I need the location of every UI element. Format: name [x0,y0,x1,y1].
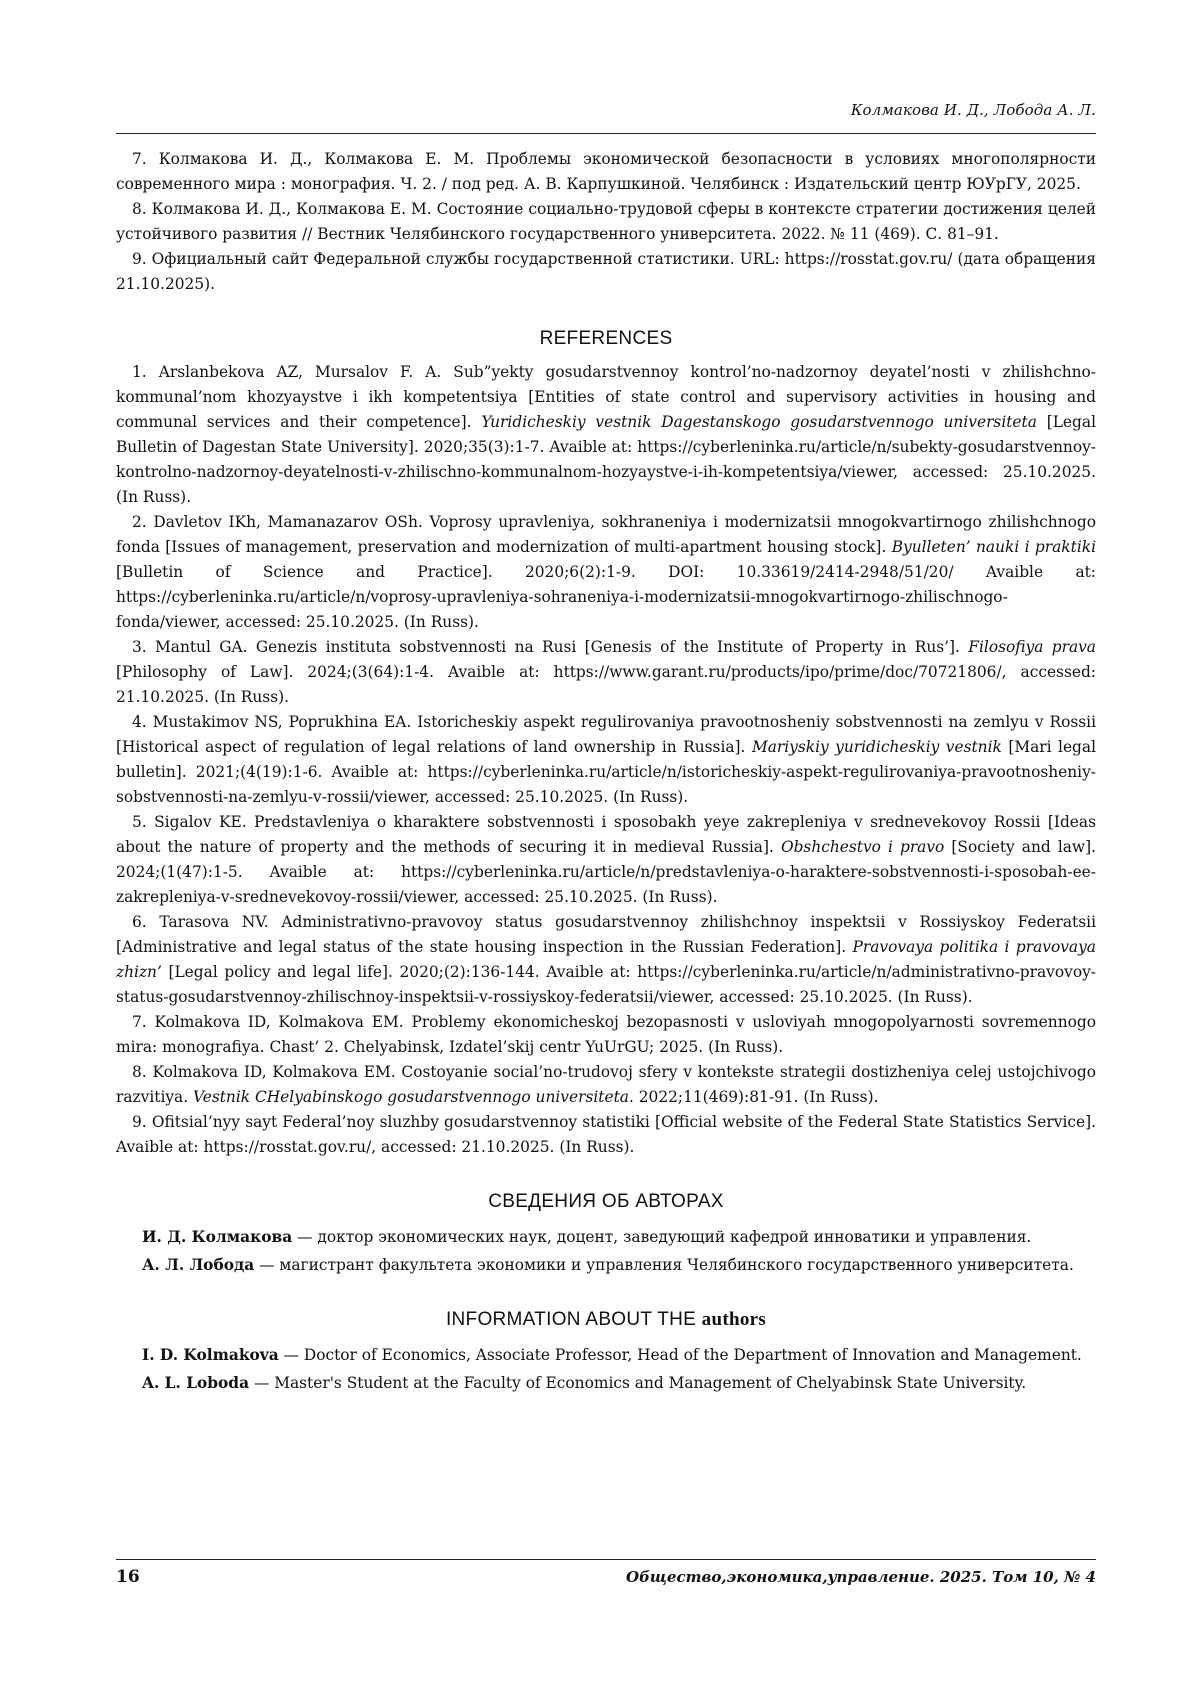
author-ru-2: А. Л. Лобода — магистрант факультета экономики и управления Челябинского государственного университета. [142,1256,1074,1274]
authors-ru-title: СВЕДЕНИЯ ОБ АВТОРАХ [488,1191,724,1212]
author-en-2: A. L. Loboda — Master's Student at the Faculty of Economics and Management of Chelyabinsk State University. [142,1374,1027,1392]
running-head: Колмакова И. Д., Лобода А. Л. [850,101,1096,119]
references-title: REFERENCES [539,328,673,349]
reference-en-8: 8. Kolmakova ID, Kolmakova EM. Costoyanie social’no-trudovoj sfery v kontekste strategii dostizheniya celej ustojchivogo razvitiya. Vestnik CHelyabinskogo gosudarstvennogo universiteta. 2022;11(469):81-91. (In Russ). [116,1063,1096,1106]
reference-en-2: 2. Davletov IKh, Mamanazarov OSh. Voprosy upravleniya, sokhraneniya i modernizatsii mnogokvartirnogo zhilishchnogo fonda [Issues of management, preservation and modernization of multi-apartment housing stock]. Byulleten’ nauki i praktiki [Bulletin of Science and Practice]. 2020;6(2):1-9. DOI: 10.33619/2414-2948/51/20/ Avaible at: https://cyberleninka.ru/article/n/voprosy-upravleniya-sohraneniya-i-modernizatsii-mnogokvartirnogo-zhilischnogo-fonda/viewer, accessed: 25.10.2025. (In Russ). [116,513,1096,631]
header-rule [116,133,1096,134]
reference-en-1: 1. Arslanbekova AZ, Mursalov F. A. Sub”yekty gosudarstvennoy kontrol’no-nadzornoy deyatel’nosti v zhilishchno-kommunal’nom khozyaystve i ikh kompetentsiya [Entities of state control and supervisory activities in housing and communal services and their competence]. Yuridicheskiy vestnik Dagestanskogo gosudarstvennogo universiteta [Legal Bulletin of Dagestan State University]. 2020;35(3):1-7. Avaible at: https://cyberleninka.ru/article/n/subekty-gosudarstvennoy-kontrolno-nadzornoy-deyatelnosti-v-zhilischno-kommunalnom-hozyaystve-i-ih-kompetentsiya/viewer, accessed: 25.10.2025. (In Russ). [116,363,1096,506]
reference-en-7: 7. Kolmakova ID, Kolmakova EM. Problemy ekonomicheskoj bezopasnosti v usloviyah mnogopolyarnosti sovremennogo mira: monografiya. Chast’ 2. Chelyabinsk, Izdatel’skij centr YuUrGU; 2025. (In Russ). [116,1013,1096,1056]
footer-rule [116,1559,1096,1560]
author-en-1: I. D. Kolmakova — Doctor of Economics, Associate Professor, Head of the Department of Innovation and Management. [142,1346,1082,1364]
reference-en-6: 6. Tarasova NV. Administrativno-pravovoy status gosudarstvennoy zhilishchnoy inspektsii v Rossiyskoy Federatsii [Administrative and legal status of the state housing inspection in the Russian Federation]. Pravovaya politika i pravovaya zhizn’ [Legal policy and legal life]. 2020;(2):136-144. Avaible at: https://cyberleninka.ru/article/n/administrativno-pravovoy-status-gosudarstvennoy-zhilischnoy-inspektsii-v-rossiyskoy-federatsii/viewer, accessed: 25.10.2025. (In Russ). [116,913,1096,1006]
reference-en-4: 4. Mustakimov NS, Poprukhina EA. Istoricheskiy aspekt regulirovaniya pravootnosheniy sobstvennosti na zemlyu v Rossii [Historical aspect of regulation of legal relations of land ownership in Russia]. Mariyskiy yuridicheskiy vestnik [Mari legal bulletin]. 2021;(4(19):1-6. Avaible at: https://cyberleninka.ru/article/n/istoricheskiy-aspekt-regulirovaniya-pravootnosheniy-sobstvennosti-na-zemlyu-v-rossii/viewer, accessed: 25.10.2025. (In Russ). [116,713,1097,806]
reference-ru-8: 8. Колмакова И. Д., Колмакова Е. М. Состояние социально-трудовой сферы в контексте стратегии достижения целей устойчивого развития // Вестник Челябинского государственного университета. 2022. № 11 (469). С. 81–91. [116,200,1096,243]
authors-en-title: INFORMATION ABOUT THE authors [445,1309,767,1330]
reference-en-9: 9. Ofitsial’nyy sayt Federal’noy sluzhby gosudarstvennoy statistiki [Official website of the Federal State Statistics Service]. Avaible at: https://rosstat.gov.ru/, accessed: 21.10.2025. (In Russ). [116,1113,1096,1156]
reference-ru-7: 7. Колмакова И. Д., Колмакова Е. М. Проблемы экономической безопасности в условиях многополярности современного мира : монография. Ч. 2. / под ред. А. В. Карпушкиной. Челябинск : Издательский центр ЮУрГУ, 2025. [116,150,1096,193]
reference-ru-9: 9. Официальный сайт Федеральной службы государственной статистики. URL: https://rosstat.gov.ru/ (дата обращения 21.10.2025). [116,250,1096,293]
journal-citation: Общество,экономика,управление. 2025. Том 10, № 4 [626,1568,1096,1586]
page [116,0,1096,1697]
reference-en-5: 5. Sigalov KE. Predstavleniya o kharaktere sobstvennosti i sposobakh yeye zakrepleniya v srednevekovoy Rossii [Ideas about the nature of property and the methods of securing it in medieval Russia]. Obshchestvo i pravo [Society and law]. 2024;(1(47):1-5. Avaible at: https://cyberleninka.ru/article/n/predstavleniya-o-haraktere-sobstvennosti-i-sposobah-ee-zakrepleniya-v-srednevekovoy-rossii/viewer, accessed: 25.10.2025. (In Russ). [116,813,1096,906]
reference-en-3: 3. Mantul GA. Genezis instituta sobstvennosti na Rusi [Genesis of the Institute of Property in Rus’]. Filosofiya prava [Philosophy of Law]. 2024;(3(64):1-4. Avaible at: https://www.garant.ru/products/ipo/prime/doc/70721806/, accessed: 21.10.2025. (In Russ). [116,638,1096,706]
page-body [116,147,1096,1397]
author-ru-1: И. Д. Колмакова — доктор экономических наук, доцент, заведующий кафедрой инноватики и управления. [142,1228,1032,1246]
page-number: 16 [116,1567,140,1587]
